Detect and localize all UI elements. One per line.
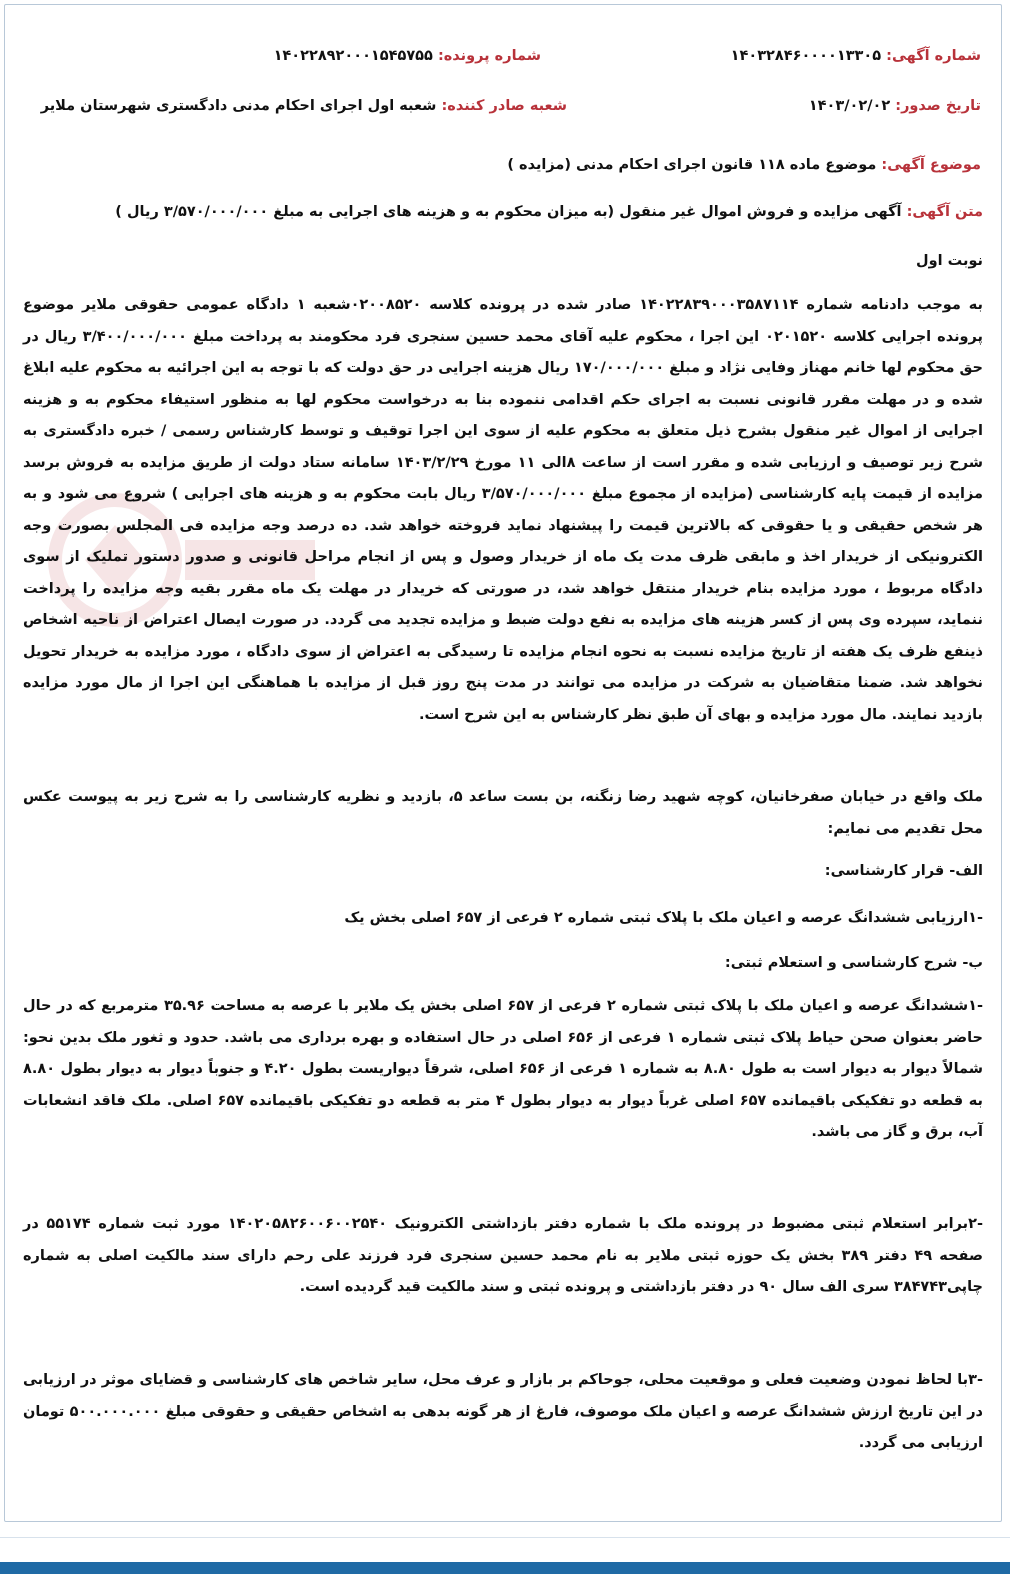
notice-document (4, 4, 1002, 1522)
notice-number-value: ۱۴۰۳۲۸۴۶۰۰۰۰۱۳۳۰۵ (730, 48, 882, 64)
section-b-title: ب- شرح کارشناسی و استعلام ثبتی: (724, 955, 983, 971)
subject-value: موضوع ماده ۱۱۸ قانون اجرای احکام مدنی (مزایده ) (507, 157, 877, 173)
issuing-branch-value: شعبه اول اجرای احکام مدنی دادگستری شهرستان ملایر (40, 98, 437, 114)
issue-date-label: تاریخ صدور: (895, 98, 981, 114)
auction-round: نوبت اول (916, 253, 983, 269)
section-a-title: الف- قرار کارشناسی: (824, 863, 983, 879)
subject-label: موضوع آگهی: (881, 157, 981, 173)
section-b-item-1: -۱ششدانگ عرصه و اعیان ملک با پلاک ثبتی شماره ۲ فرعی از ۶۵۷ اصلی بخش یک ملایر با عرصه به مساحت ۳۵.۹۶ مترمربع که در حال حاضر بعنوان صحن حیاط پلاک ثبتی شماره ۱ فرعی از ۶۵۶ اصلی در حال استفاده و بهره برداری می باشد. حدود و ثغور ملک بدین نحو: شمالاً دیوار به دیوار است به طول ۸.۸۰ به شماره ۱ فرعی از ۶۵۶ اصلی، شرقاً دیواریست بطول ۴.۲۰ و جنوباً دیوار به دیوار بطول ۸.۸۰ به قطعه دو تفکیکی باقیمانده ۶۵۷ اصلی غرباً دیوار به دیوار بطول ۴ متر به قطعه دو تفکیکی باقیمانده ۶۵۷ اصلی. ملک فاقد انشعابات آب، برق و گاز می باشد. (23, 998, 984, 1140)
issuing-branch-row (41, 98, 567, 114)
section-a-item-1: -۱ارزیابی ششدانگ عرصه و اعیان ملک با پلاک ثبتی شماره ۲ فرعی از ۶۵۷ اصلی بخش یک (344, 910, 983, 926)
case-number-label: شماره پرونده: (437, 48, 541, 64)
notice-number-label: شماره آگهی: (886, 48, 981, 64)
bottom-bar (0, 1537, 1010, 1574)
notice-number-row (731, 48, 981, 64)
notice-text-value: آگهی مزایده و فروش اموال غیر منقول (به میزان محکوم به و هزینه های اجرایی به مبلغ ۳/۵۷۰/۰۰۰/۰۰۰ ریال ) (115, 204, 902, 220)
notice-text-label: متن آگهی: (906, 204, 983, 220)
bottom-stripe (0, 1562, 1010, 1574)
main-paragraph: به موجب دادنامه شماره ۱۴۰۲۲۸۳۹۰۰۰۳۵۸۷۱۱۴ صادر شده در پرونده کلاسه ۰۲۰۰۸۵۲۰شعبه ۱ دادگاه عمومی حقوقی ملایر موضوع پرونده اجرایی کلاسه ۰۲۰۱۵۲۰ این اجرا ، محکوم علیه آقای محمد حسین سنجری فرد محکومند به پرداخت مبلغ ۳/۴۰۰/۰۰۰/۰۰۰ ریال در حق محکوم لها خانم مهناز وفایی نژاد و مبلغ ۱۷۰/۰۰۰/۰۰۰ ریال هزینه اجرایی در حق دولت که با توجه به این اجرائیه به محکوم علیه ابلاغ شده و در مهلت مقرر قانونی نسبت به اجرای حکم اقدامی ننموده بنا به درخواست محکوم لها به منظور استیفاء محکوم به و هزینه اجرایی از اموال غیر منقول بشرح ذیل متعلق به محکوم علیه از سوی این اجرا توقیف و توسط کارشناس رسمی / خبره دادگستری به شرح زیر توصیف و ارزیابی شده و مقرر است از ساعت ۸الی ۱۱ مورخ ۱۴۰۳/۲/۲۹ سامانه ستاد دولت از طریق مزایده به فروش برسد مزایده از قیمت پایه کارشناسی (مزایده از مجموع مبلغ ۳/۵۷۰/۰۰۰/۰۰۰ ریال بابت محکوم به و هزینه های اجرایی ) شروع می شود و به هر شخص حقیقی و یا حقوقی که بالاترین قیمت را پیشنهاد نماید فروخته خواهد شد. ده درصد وجه مزایده فی المجلس بصورت وجه الکترونیکی از خریدار اخذ و مابقی ظرف مدت یک ماه از خریدار وصول و پس از انجام مراحل قانونی و صدور دستور تملیک از سوی دادگاه مربوط ، مورد مزایده بنام خریدار منتقل خواهد شد، در صورتی که خریدار در مهلت یک ماه مقرر بقیه وجه مزایده را پرداخت ننماید، سپرده وی پس از کسر هزینه های مزایده به نفع دولت ضبط و مزایده تجدید می گردد. در صورت ایصال اعتراض از ناحیه اشخاص ذینفع ظرف یک هفته از تاریخ مزایده نسبت به نحوه انجام مزایده تا رسیدگی به اعتراض از سوی دادگاه ، مورد مزایده به خریدار تحویل نخواهد شد. ضمنا متقاضیان به شرکت در مزایده می توانند در مدت پنج روز قبل از مزایده با هماهنگی این اجرا از مال مورد مزایده بازدید نمایند. مال مورد مزایده و بهای آن طبق نظر کارشناس به این شرح است. (23, 297, 984, 723)
case-number-row (274, 48, 541, 64)
section-b-item-2: -۲برابر استعلام ثبتی مضبوط در پرونده ملک با شماره دفتر بازداشتی الکترونیک ۱۴۰۲۰۵۸۲۶۰۰۶۰۰۲۵۴۰ مورد ثبت شماره ۵۵۱۷۴ در صفحه ۴۹ دفتر ۳۸۹ بخش یک حوزه ثبتی ملایر به نام محمد حسین سنجری فرد فرزند علی رحم دارای سند مالکیت اصلی به شماره چاپی۳۸۴۷۴۳ سری الف سال ۹۰ در دفتر بازداشتی و پرونده ثبتی و سند مالکیت قید گردیده است. (23, 1216, 983, 1295)
issue-date-row (809, 98, 981, 114)
case-number-value: ۱۴۰۲۲۸۹۲۰۰۰۱۵۴۵۷۵۵ (273, 48, 433, 64)
issue-date-value: ۱۴۰۳/۰۲/۰۲ (808, 98, 891, 114)
subject-row (507, 157, 981, 173)
issuing-branch-label: شعبه صادر کننده: (441, 98, 567, 114)
notice-text-row (23, 204, 983, 220)
property-paragraph: ملک واقع در خیابان صفرخانیان، کوچه شهید رضا زنگنه، بن بست ساعد ۵، بازدید و نظریه کارشناسی را به شرح زیر به پیوست عکس محل تقدیم می نمایم: (23, 789, 984, 837)
section-b-item-3: -۳با لحاظ نمودن وضعیت فعلی و موقعیت محلی، جوحاکم بر بازار و عرف محل، سایر شاخص های کارشناسی و قضایای موثر در ارزیابی در این تاریخ ارزش ششدانگ عرصه و اعیان ملک موصوف، فارغ از هر گونه بدهی به اشخاص حقیقی و حقوقی مبلغ ۵۰۰.۰۰۰.۰۰۰ تومان ارزیابی می گردد. (23, 1372, 983, 1451)
